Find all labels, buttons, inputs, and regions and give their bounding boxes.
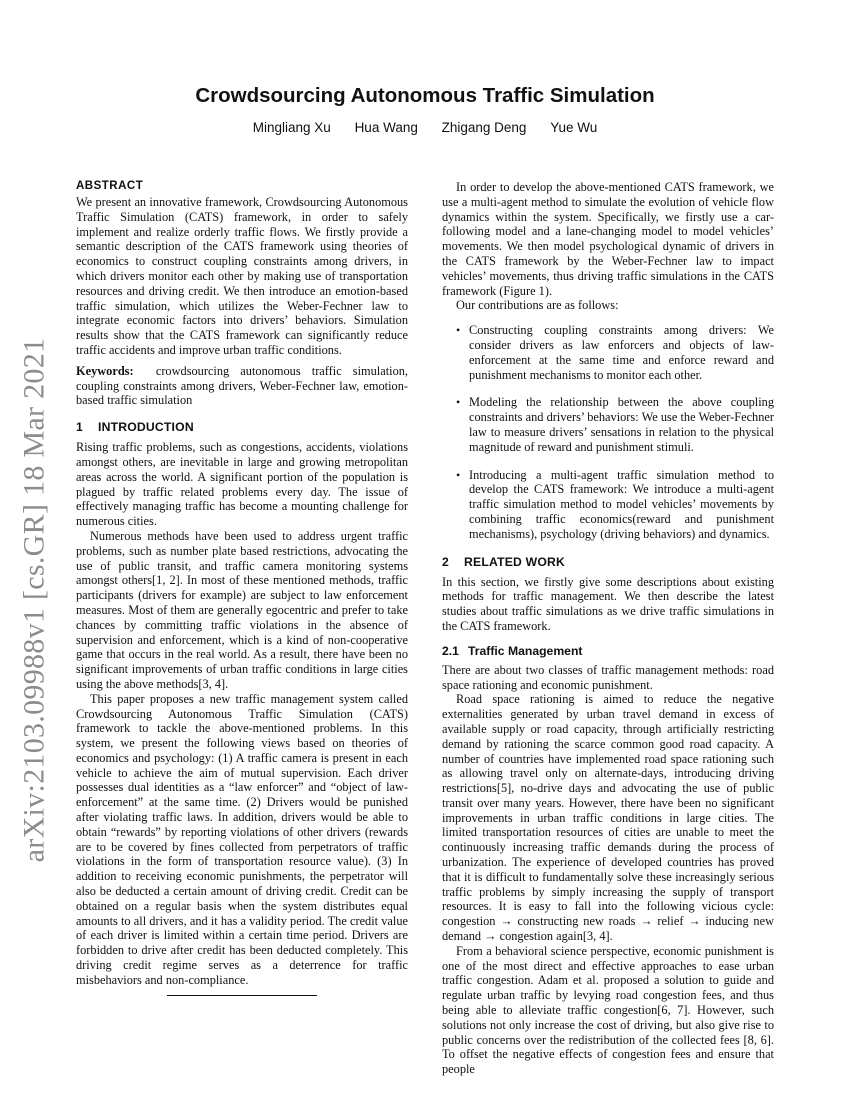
subsection-title: Traffic Management — [468, 643, 583, 658]
paragraph: Rising traffic problems, such as congestions, accidents, violations amongst others, are inevitable in large and growing metropolitan areas across the world. A significant portion of the population is plagued by traffic related problems every day. The issue of effectively managing traffic has become a mounting challenge for numerous cities. — [76, 440, 408, 529]
section-number: 1 — [76, 420, 83, 435]
paragraph: Our contributions are as follows: — [456, 298, 619, 313]
bullet-icon: • — [456, 395, 461, 410]
keywords — [76, 364, 408, 408]
keywords-text: crowdsourcing autonomous traffic simulation, coupling constraints among drivers, Weber-Fechner law, emotion-based traffic simulation — [76, 363, 409, 408]
paragraph: There are about two classes of traffic management methods: road space rationing and economic punishment. — [442, 662, 774, 692]
list-item — [442, 395, 774, 454]
paragraph: Road space rationing is aimed to reduce the negative externalities generated by urban travel demand in excess of available supply or road capacity, through artificially restricting demand by rationing the scarce common good road capacity. A number of countries have implemented road space rationing such as allowing travel only on alternate-days, introducing driving restrictions[5], no-drive days and advocating the use of public transit over many years. However, there have been no significant improvements in urban traffic conditions in large cities. The limited transportation resources of cities are unable to meet the continuously increasing traffic demands during the process of urbanization. The experience of developed countries has proved that it is difficult to fundamentally solve these increasingly serious traffic problems by simply increasing the supply of transport resources. It is easy to fall into the following vicious cycle: congestion → constructing new roads → relief → inducing new demand → congestion again[3, 4]. — [442, 692, 774, 944]
subsection-heading-traffic-management — [442, 644, 774, 658]
right-column — [442, 180, 774, 1077]
paper-title: Crowdsourcing Autonomous Traffic Simulation — [195, 84, 655, 107]
paragraph: From a behavioral science perspective, economic punishment is one of the most direct and effective approaches to ease urban traffic congestion. Adam et al. proposed a solution to guide and regulate urban traffic by levying road congestion fees, and thus being able to alleviate traffic congestion[6, 7]. However, such solutions not only increase the cost of driving, but also give rise to public concerns over the redistribution of the collected fees [8, 6]. To offset the negative effects of congestion fees and ensure that people — [442, 943, 774, 1077]
contributions-list — [442, 323, 774, 541]
author-name: Yue Wu — [550, 120, 598, 135]
paragraph: This paper proposes a new traffic management system called Crowdsourcing Autonomous Traffic Simulation (CATS) framework to tackle the above-mentioned problems. In this system, we present the following views based on theories of economics and psychology: (1) A traffic camera is present in each vehicle to achieve the aim of mutual supervision. Each driver possesses dual identities as a “law enforcer” and “object of law-enforcement” at the same time. (2) Drivers would be punished after violating traffic laws. In addition, drivers would be able to obtain “rewards” by reporting violations of other drivers (rewards are to be covered by fines collected from perpetrators of traffic violations in the form of transportation resource value). (3) In addition to receiving economic punishments, the perpetrator will also be deducted a certain amount of driving credit. Credit can be obtained on a regular basis when the system distributes equal amounts to all drivers, and it has a validity period. The credit value of each driver is limited within a certain time period. Drivers are forbidden to drive after credit has been deducted completely. This driving credit regime serves as a deterrence for traffic misbehaviors and non-compliance. — [76, 691, 408, 987]
author-name: Hua Wang — [354, 120, 418, 135]
section-number: 2 — [442, 554, 449, 569]
author-name: Zhigang Deng — [441, 120, 527, 135]
list-item-text: Constructing coupling constraints among drivers: We consider drivers as law enforcers and objects of law-enforcement at the same time and enforce reward and punishment mechanisms to monitor each other. — [469, 323, 774, 382]
author-list — [0, 120, 850, 135]
abstract-heading: ABSTRACT — [76, 180, 144, 192]
footnote-rule — [167, 995, 317, 996]
arxiv-identifier-text: arXiv:2103.09988v1 [cs.GR] 18 Mar 2021 — [17, 337, 51, 863]
bullet-icon: • — [456, 467, 461, 482]
subsection-number: 2.1 — [442, 643, 459, 658]
section-heading-introduction — [76, 420, 408, 434]
arxiv-identifier — [4, 250, 64, 950]
bullet-icon: • — [456, 323, 461, 338]
paragraph: In this section, we firstly give some descriptions about existing methods for traffic management. We then describe the latest studies about traffic simulations as we drive traffic simulations in the CATS framework. — [442, 574, 774, 633]
list-item — [442, 323, 774, 382]
section-title: INTRODUCTION — [98, 420, 194, 435]
section-title: RELATED WORK — [464, 554, 566, 569]
left-column — [76, 180, 408, 996]
keywords-label: Keywords: — [76, 363, 134, 378]
paragraph: In order to develop the above-mentioned CATS framework, we use a multi-agent method to simulate the evolution of vehicle flow dynamics within the system. Specifically, we firstly use a car-following model and a lane-changing model to model vehicles’ movements. We then model psychological dynamic of drivers in the CATS framework by the Weber-Fechner law to impact vehicles’ movements, thus driving traffic simulations in the CATS framework (Figure 1). — [442, 180, 774, 298]
list-item — [442, 468, 774, 542]
section-heading-related-work — [442, 555, 774, 569]
list-item-text: Modeling the relationship between the above coupling constraints and drivers’ behaviors: We use the Weber-Fechner law to measure drivers’ sensations in relation to the physical magnitude of reward and punishment stimuli. — [469, 395, 774, 454]
paragraph: Numerous methods have been used to address urgent traffic problems, such as number plate based restrictions, advocating the use of public transit, and traffic camera monitoring systems amongst others[1, 2]. In most of these mentioned methods, traffic participants (drivers for example) are subject to law enforcement measures. Most of them are generally egocentric and prefer to take chances by committing traffic violations in the absence of supervision and enforcement, which is a kind of non-cooperative game that occurs in the real world. As a result, there have been no significant improvements of urban traffic conditions in large cities using the above methods[3, 4]. — [76, 528, 408, 691]
author-name: Mingliang Xu — [252, 120, 331, 135]
list-item-text: Introducing a multi-agent traffic simulation method to develop the CATS framework: We introduce a multi-agent traffic simulation method to model vehicles’ movements by combining traffic economics(reward and punishment mechanisms), psychology (driving behaviors) and dynamics. — [469, 467, 774, 541]
abstract-text: We present an innovative framework, Crowdsourcing Autonomous Traffic Simulation (CATS) framework, in order to safely implement and realize orderly traffic flows. We firstly provide a semantic description of the CATS framework using theories of economics to construct coupling constraints among drivers, in which drivers monitor each other by making use of transportation resources and driving credit. We then introduce an emotion-based traffic simulation, which utilizes the Weber-Fechner law to integrate economic factors into drivers’ behaviors. Simulation results show that the CATS framework can significantly reduce traffic accidents and improve urban traffic conditions. — [76, 195, 408, 357]
